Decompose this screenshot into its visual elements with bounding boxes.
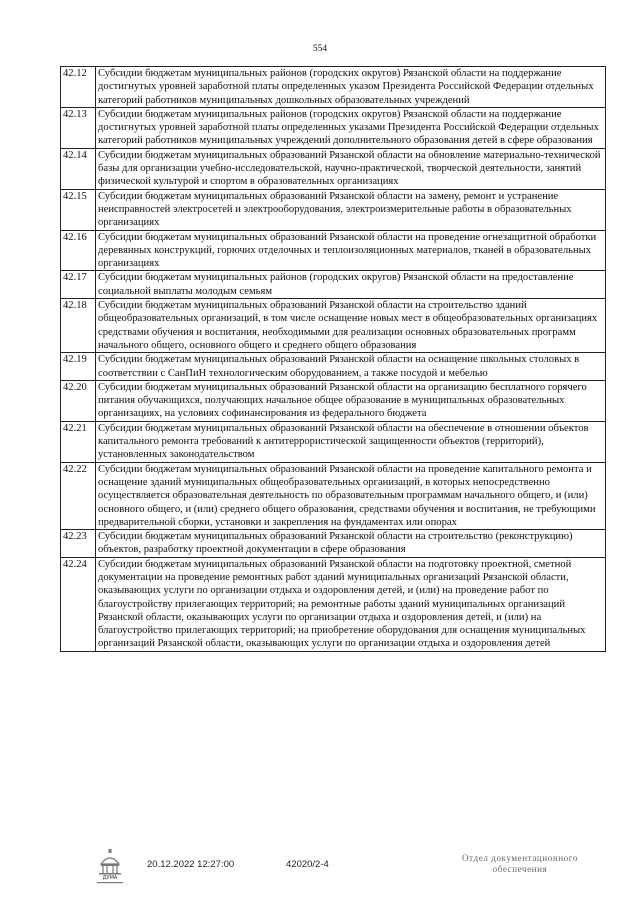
- row-number: 42.20: [61, 380, 96, 421]
- row-number: 42.24: [61, 557, 96, 651]
- page-number: 554: [312, 44, 328, 54]
- row-number: 42.23: [61, 530, 96, 558]
- table-row: [61, 462, 606, 529]
- footer-datetime: 20.12.2022 12:27:00: [147, 859, 235, 870]
- row-description: Субсидии бюджетам муниципальных образований Рязанской области на оснащение школьных столовых в соответствии с СанПиН технологическим оборудованием, а также посудой и мебелью: [96, 353, 606, 381]
- row-number: 42.22: [61, 462, 96, 529]
- table-row: [61, 230, 606, 271]
- table-row: [61, 148, 606, 189]
- row-number: 42.13: [61, 107, 96, 148]
- row-description: Субсидии бюджетам муниципальных образований Рязанской области на строительство (реконструкцию) объектов, разработку проектной документации в сфере образования: [96, 530, 606, 558]
- row-description: Субсидии бюджетам муниципальных районов (городских округов) Рязанской области на предоставление социальной выплаты молодым семьям: [96, 271, 606, 299]
- row-description: Субсидии бюджетам муниципальных образований Рязанской области на проведение огнезащитной обработки деревянных конструкций, горючих отделочных и теплоизоляционных материалов, тканей в образовательных организациях: [96, 230, 606, 271]
- table-row: [61, 107, 606, 148]
- stamp-line-1: Отдел документационного: [462, 853, 578, 863]
- row-number: 42.21: [61, 421, 96, 462]
- row-number: 42.18: [61, 299, 96, 353]
- row-description: Субсидии бюджетам муниципальных образований Рязанской области на замену, ремонт и устранение неисправностей электросетей и электрооборудования, электроизмерительные работы в образовательных организациях: [96, 189, 606, 230]
- table-row: [61, 299, 606, 353]
- department-stamp: [440, 853, 600, 875]
- footer-doc-code: 42020/2-4: [286, 859, 329, 870]
- row-number: 42.19: [61, 353, 96, 381]
- row-number: 42.15: [61, 189, 96, 230]
- table-row: [61, 380, 606, 421]
- row-description: Субсидии бюджетам муниципальных образований Рязанской области на строительство зданий общеобразовательных организаций, в том числе оснащение новых мест в общеобразовательных организациях средствами обучения и воспитания, необходимыми для реализации основных образовательных программ начального общего, основного общего и среднего общего образования: [96, 299, 606, 353]
- row-description: Субсидии бюджетам муниципальных районов (городских округов) Рязанской области на поддержание достигнутых уровней заработной платы определенных указом Президента Российской Федерации отдельных категорий работников муниципальных дошкольных образовательных учреждений: [96, 67, 606, 108]
- row-description: Субсидии бюджетам муниципальных районов (городских округов) Рязанской области на поддержание достигнутых уровней заработной платы определенных указами Президента Российской Федерации отдельных категорий работников муниципальных учреждений дополнительного образования детей в сфере образования: [96, 107, 606, 148]
- table-row: [61, 189, 606, 230]
- row-description: Субсидии бюджетам муниципальных образований Рязанской области на проведение капитального ремонта и оснащение зданий муниципальных общеобразовательных организаций, в которых непосредственно осуществляется образовательная деятельность по образовательным программам начального общего, и (или) основного общего, и (или) среднего общего образования, средствами обучения и воспитания, не требующими предварительной сборки, установки и закрепления на фундаментах или опорах: [96, 462, 606, 529]
- row-number: 42.16: [61, 230, 96, 271]
- logo-label: ДУМА: [102, 875, 118, 881]
- table-row: [61, 271, 606, 299]
- row-description: Субсидии бюджетам муниципальных образований Рязанской области на организацию бесплатного горячего питания обучающихся, получающих начальное общее образование в муниципальных образовательных организациях, на условиях софинансирования из федерального бюджета: [96, 380, 606, 421]
- row-description: Субсидии бюджетам муниципальных образований Рязанской области на обновление материально-технической базы для организации учебно-исследовательской, научно-практической, творческой деятельности, занятий физической культурой и спортом в образовательных организациях: [96, 148, 606, 189]
- row-description: Субсидии бюджетам муниципальных образований Рязанской области на подготовку проектной, сметной документации на проведение ремонтных работ зданий муниципальных организаций Рязанской области, оказывающих услуги по организации отдыха и оздоровления детей, и (или) на проведение работ по благоустройству прилегающих территорий; на ремонтные работы зданий муниципальных организаций Рязанской области, оказывающих услуги по организации отдыха и оздоровления детей, и (или) на благоустройство прилегающих территорий; на приобретение оборудования для оснащения муниципальных организаций Рязанской области, оказывающих услуги по организации отдыха и оздоровления детей: [96, 557, 606, 651]
- table-row: [61, 353, 606, 381]
- row-number: 42.12: [61, 67, 96, 108]
- footer: [0, 848, 640, 888]
- table-row: [61, 530, 606, 558]
- row-number: 42.14: [61, 148, 96, 189]
- table-body: [61, 67, 606, 652]
- row-number: 42.17: [61, 271, 96, 299]
- table-row: [61, 67, 606, 108]
- row-description: Субсидии бюджетам муниципальных образований Рязанской области на обеспечение в отношении объектов капитального ремонта требований к антитеррористической защищенности объектов (территорий), установленных законодательством: [96, 421, 606, 462]
- table-row: [61, 557, 606, 651]
- table-row: [61, 421, 606, 462]
- subsidies-table: [60, 66, 606, 652]
- stamp-line-2: обеспечения: [492, 864, 548, 874]
